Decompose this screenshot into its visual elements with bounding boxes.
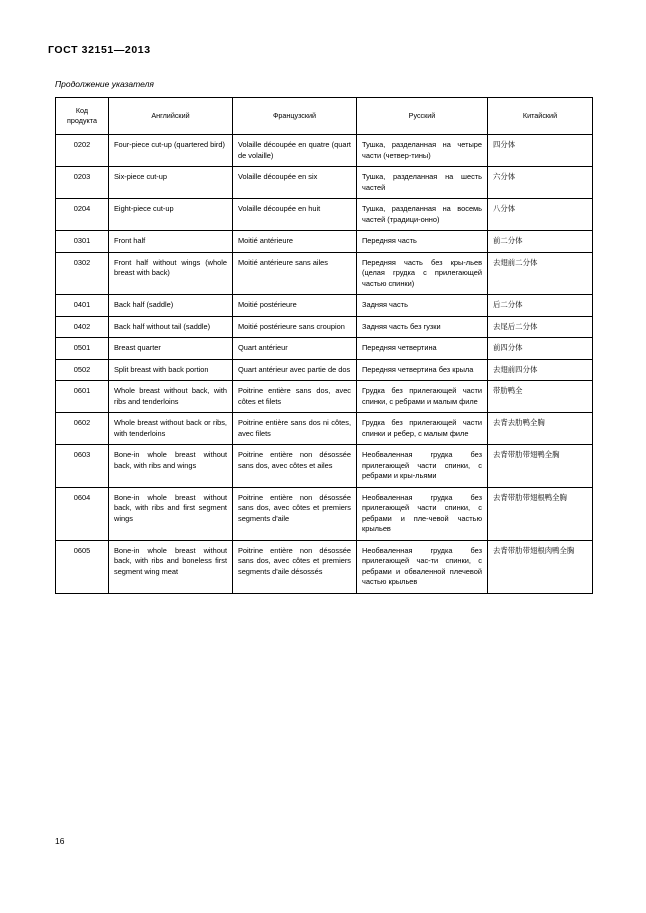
cell-chinese: 去翅前四分体	[488, 359, 593, 381]
cell-code: 0502	[56, 359, 109, 381]
cell-code: 0601	[56, 381, 109, 413]
continuation-note: Продолжение указателя	[55, 79, 154, 89]
standard-code-header: ГОСТ 32151—2013	[48, 44, 151, 56]
cell-english: Breast quarter	[109, 338, 233, 360]
cell-russian: Тушка, разделанная на шесть частей	[357, 167, 488, 199]
column-header-french: Французский	[233, 98, 357, 135]
table-row	[56, 252, 593, 295]
cell-russian: Тушка, разделанная на четыре части (четвер-тины)	[357, 135, 488, 167]
cell-russian: Необваленная грудка без прилегающей части спинки, с ребрами и пле-чевой частью крыльев	[357, 487, 488, 540]
table-row	[56, 540, 593, 593]
cell-code: 0605	[56, 540, 109, 593]
table-row	[56, 295, 593, 317]
cell-english: Front half without wings (whole breast with back)	[109, 252, 233, 295]
cell-code: 0202	[56, 135, 109, 167]
cell-code: 0602	[56, 413, 109, 445]
column-header-code-line2: продукта	[67, 116, 97, 125]
cell-code: 0301	[56, 231, 109, 253]
cell-russian: Передняя часть	[357, 231, 488, 253]
cell-english: Six-piece cut-up	[109, 167, 233, 199]
cell-russian: Передняя часть без кры-льев (целая грудка с прилегающей частью спинки)	[357, 252, 488, 295]
cell-english: Whole breast without back, with ribs and tenderloins	[109, 381, 233, 413]
cell-russian: Задняя часть	[357, 295, 488, 317]
table-row	[56, 413, 593, 445]
cell-chinese: 去翅前二分体	[488, 252, 593, 295]
cell-french: Quart antérieur avec partie de dos	[233, 359, 357, 381]
cell-english: Front half	[109, 231, 233, 253]
cell-code: 0401	[56, 295, 109, 317]
table-row	[56, 445, 593, 488]
cell-french: Quart antérieur	[233, 338, 357, 360]
cell-chinese: 去背带肋带翅根肉鸭全胸	[488, 540, 593, 593]
cell-chinese: 后二分体	[488, 295, 593, 317]
table-row	[56, 167, 593, 199]
cell-french: Poitrine entière sans dos, avec côtes et filets	[233, 381, 357, 413]
cell-english: Back half (saddle)	[109, 295, 233, 317]
cell-english: Bone-in whole breast without back, with ribs and first segment wings	[109, 487, 233, 540]
cell-chinese: 带肋鸭全	[488, 381, 593, 413]
page-number: 16	[55, 836, 65, 846]
cell-chinese: 去尾后二分体	[488, 316, 593, 338]
cell-code: 0402	[56, 316, 109, 338]
cell-french: Moitié postérieure sans croupion	[233, 316, 357, 338]
table-row	[56, 231, 593, 253]
cell-english: Back half without tail (saddle)	[109, 316, 233, 338]
cell-code: 0203	[56, 167, 109, 199]
cell-russian: Грудка без прилегающей части спинки и ребер, с малым филе	[357, 413, 488, 445]
table-row	[56, 316, 593, 338]
cell-chinese: 六分体	[488, 167, 593, 199]
cell-english: Whole breast without back or ribs, with tenderloins	[109, 413, 233, 445]
table-row	[56, 381, 593, 413]
cell-chinese: 四分体	[488, 135, 593, 167]
cell-english: Split breast with back portion	[109, 359, 233, 381]
table-row	[56, 199, 593, 231]
cell-russian: Тушка, разделанная на восемь частей (традици-онно)	[357, 199, 488, 231]
cell-french: Poitrine entière non désossée sans dos, avec côtes et premiers segments d'aile	[233, 487, 357, 540]
column-header-russian: Русский	[357, 98, 488, 135]
cell-russian: Передняя четвертина без крыла	[357, 359, 488, 381]
table-row	[56, 487, 593, 540]
column-header-english: Английский	[109, 98, 233, 135]
cell-russian: Передняя четвертина	[357, 338, 488, 360]
cell-chinese: 八分体	[488, 199, 593, 231]
product-index-table	[55, 97, 593, 594]
cell-chinese: 去背去肋鸭全胸	[488, 413, 593, 445]
cell-chinese: 前二分体	[488, 231, 593, 253]
table-row	[56, 338, 593, 360]
cell-russian: Необваленная грудка без прилегающей час-ти спинки, с ребрами и обваленной плечевой частью крыльев	[357, 540, 488, 593]
cell-russian: Задняя часть без гузки	[357, 316, 488, 338]
column-header-code-line1: Код	[75, 105, 89, 115]
table-header-row	[56, 98, 593, 135]
column-header-chinese: Китайский	[488, 98, 593, 135]
column-header-code	[56, 98, 109, 135]
cell-french: Volaille découpée en six	[233, 167, 357, 199]
cell-code: 0204	[56, 199, 109, 231]
cell-chinese: 去背带肋带翅鸭全胸	[488, 445, 593, 488]
cell-english: Bone-in whole breast without back, with ribs and boneless first segment wing meat	[109, 540, 233, 593]
cell-code: 0501	[56, 338, 109, 360]
cell-french: Volaille découpée en huit	[233, 199, 357, 231]
table-row	[56, 359, 593, 381]
cell-french: Moitié postérieure	[233, 295, 357, 317]
cell-french: Moitié antérieure sans ailes	[233, 252, 357, 295]
cell-english: Bone-in whole breast without back, with ribs and wings	[109, 445, 233, 488]
cell-chinese: 去背带肋带翅根鸭全胸	[488, 487, 593, 540]
cell-chinese: 前四分体	[488, 338, 593, 360]
cell-english: Eight-piece cut-up	[109, 199, 233, 231]
cell-french: Volaille découpée en quatre (quart de volaille)	[233, 135, 357, 167]
cell-code: 0603	[56, 445, 109, 488]
cell-french: Poitrine entière sans dos ni côtes, avec filets	[233, 413, 357, 445]
table-row	[56, 135, 593, 167]
cell-code: 0302	[56, 252, 109, 295]
cell-french: Moitié antérieure	[233, 231, 357, 253]
cell-english: Four-piece cut-up (quartered bird)	[109, 135, 233, 167]
cell-french: Poitrine entière non désossée sans dos, avec côtes et premiers segments d'aile désossés	[233, 540, 357, 593]
cell-russian: Грудка без прилегающей части спинки, с ребрами и малым филе	[357, 381, 488, 413]
cell-russian: Необваленная грудка без прилегающей части спинки, с ребрами и кры-льями	[357, 445, 488, 488]
cell-code: 0604	[56, 487, 109, 540]
cell-french: Poitrine entière non désossée sans dos, avec côtes et ailes	[233, 445, 357, 488]
